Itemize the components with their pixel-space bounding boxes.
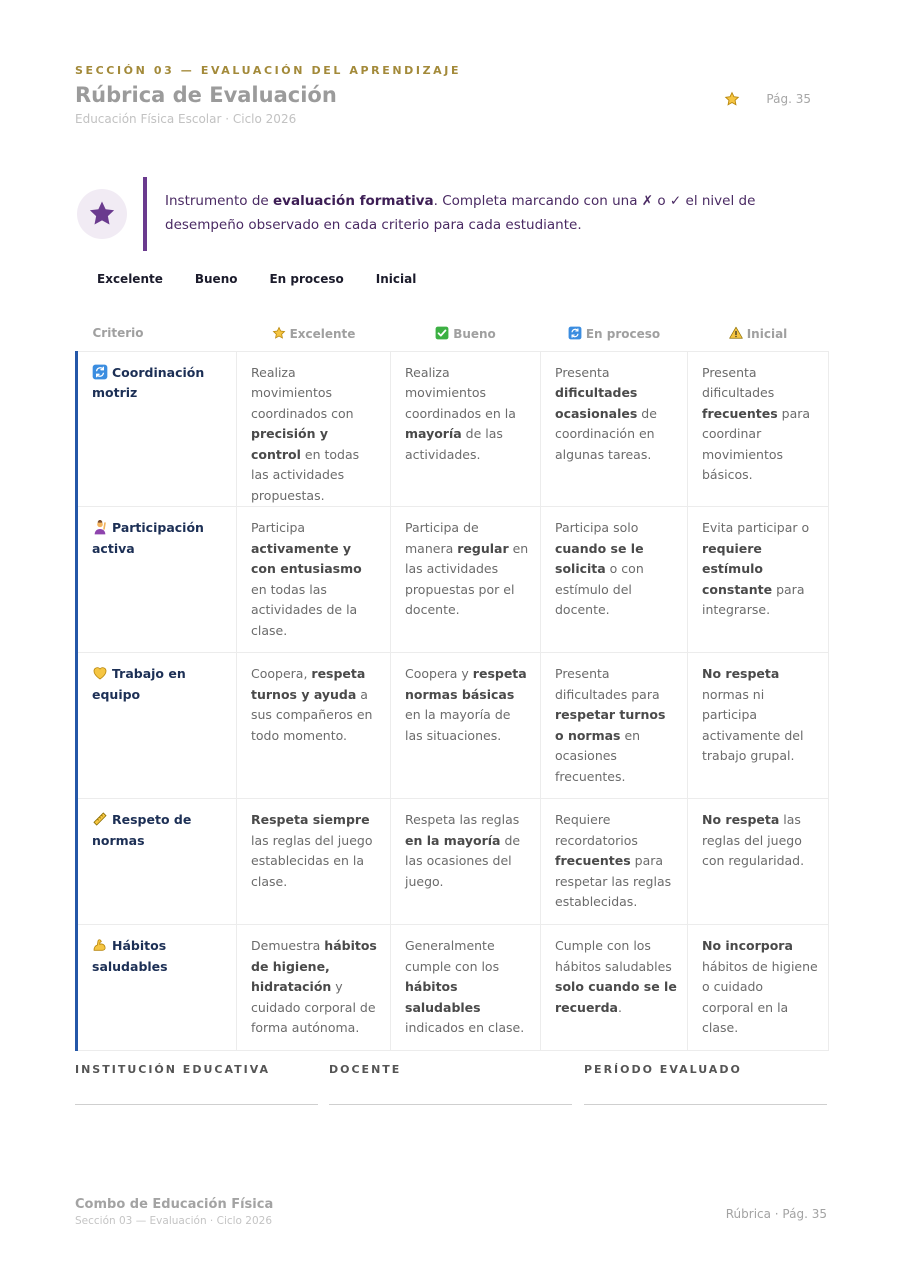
criterion-cell: Participación activa — [77, 507, 237, 653]
descriptor-cell: Cumple con los hábitos saludables solo cuando se le recuerda. — [541, 925, 688, 1051]
cycle-icon — [92, 364, 108, 380]
star-icon — [724, 91, 740, 107]
footer-page-ref: Rúbrica · Pág. 35 — [725, 1207, 827, 1221]
section-tag: SECCIÓN 03 — EVALUACIÓN DEL APRENDIZAJE — [75, 64, 462, 77]
level-header-inicial: Inicial — [688, 316, 829, 351]
level-header-bueno: Bueno — [391, 316, 541, 351]
criterion-header: Criterio — [92, 326, 144, 341]
header-meta — [724, 91, 811, 107]
page-title: Rúbrica de Evaluación — [75, 83, 337, 107]
level-header-en-proceso: En proceso — [541, 316, 688, 351]
rubric-table — [75, 316, 829, 1051]
descriptor-cell: Realiza movimientos coordinados con precisión y control en todas las actividades propuestas. — [237, 351, 391, 507]
warning-icon — [729, 326, 743, 340]
raised-hand-icon — [92, 519, 108, 535]
callout-emphasis: evaluación formativa — [273, 193, 434, 209]
legend-item-excelente: Excelente — [97, 272, 163, 286]
table-header-row — [77, 316, 829, 351]
signature-line — [584, 1104, 827, 1105]
ruler-icon — [92, 811, 108, 827]
signature-periodo — [584, 1063, 827, 1105]
descriptor-cell: No respeta las reglas del juego con regularidad. — [688, 799, 829, 925]
table-row — [77, 799, 829, 925]
descriptor-cell: No respeta normas ni participa activamente del trabajo grupal. — [688, 653, 829, 799]
descriptor-cell: Coopera y respeta normas básicas en la mayoría de las situaciones. — [391, 653, 541, 799]
descriptor-cell: Coopera, respeta turnos y ayuda a sus compañeros en todo momento. — [237, 653, 391, 799]
signature-label: PERÍODO EVALUADO — [584, 1063, 742, 1076]
table-row — [77, 507, 829, 653]
legend-item-bueno: Bueno — [194, 272, 238, 286]
legend-item-inicial: Inicial — [375, 272, 417, 286]
level-legend — [97, 272, 416, 286]
instructions-callout — [75, 177, 827, 251]
descriptor-cell: Respeta las reglas en la mayoría de las ocasiones del juego. — [391, 799, 541, 925]
descriptor-cell: Generalmente cumple con los hábitos saludables indicados en clase. — [391, 925, 541, 1051]
descriptor-cell: Presenta dificultades ocasionales de coordinación en algunas tareas. — [541, 351, 688, 507]
footer-subtitle: Sección 03 — Evaluación · Ciclo 2026 — [75, 1215, 273, 1227]
signature-docente — [329, 1063, 572, 1105]
star-icon — [87, 199, 117, 229]
legend-item-en-proceso: En proceso — [269, 272, 344, 286]
descriptor-cell: Realiza movimientos coordinados en la mayoría de las actividades. — [391, 351, 541, 507]
descriptor-cell: Requiere recordatorios frecuentes para respetar las reglas establecidas. — [541, 799, 688, 925]
signature-label: INSTITUCIÓN EDUCATIVA — [75, 1063, 270, 1076]
signature-institucion — [75, 1063, 318, 1105]
descriptor-cell: Presenta dificultades para respetar turnos o normas en ocasiones frecuentes. — [541, 653, 688, 799]
descriptor-cell: Participa activamente y con entusiasmo en todas las actividades de la clase. — [237, 507, 391, 653]
table-row — [77, 925, 829, 1051]
descriptor-cell: Demuestra hábitos de higiene, hidratación y cuidado corporal de forma autónoma. — [237, 925, 391, 1051]
signature-line — [329, 1104, 572, 1105]
page-number: Pág. 35 — [766, 92, 811, 106]
cycle-icon — [568, 326, 582, 340]
descriptor-cell: Evita participar o requiere estímulo constante para integrarse. — [688, 507, 829, 653]
criterion-cell: Coordinación motriz — [77, 351, 237, 507]
level-header-excelente: Excelente — [237, 316, 391, 351]
heart-icon — [92, 665, 108, 681]
check-icon — [435, 326, 449, 340]
descriptor-cell: Participa de manera regular en las actividades propuestas por el docente. — [391, 507, 541, 653]
table-row — [77, 653, 829, 799]
star-icon — [272, 326, 286, 340]
signature-label: DOCENTE — [329, 1063, 402, 1076]
signature-line — [75, 1104, 318, 1105]
criterion-cell: Trabajo en equipo — [77, 653, 237, 799]
page-header — [75, 64, 827, 126]
descriptor-cell: Respeta siempre las reglas del juego establecidas en la clase. — [237, 799, 391, 925]
page-subtitle: Educación Física Escolar · Ciclo 2026 — [75, 112, 297, 126]
criterion-cell: Hábitos saludables — [77, 925, 237, 1051]
criterion-cell: Respeto de normas — [77, 799, 237, 925]
footer-title: Combo de Educación Física — [75, 1197, 274, 1212]
callout-text: Instrumento de evaluación formativa. Completa marcando con una ✗ o ✓ el nivel de desempeño observado en cada criterio para cada estudiante. — [165, 193, 756, 233]
table-row — [77, 351, 829, 507]
descriptor-cell: Presenta dificultades frecuentes para coordinar movimientos básicos. — [688, 351, 829, 507]
flexed-arm-icon — [92, 937, 108, 953]
callout-icon-circle — [77, 189, 127, 239]
descriptor-cell: No incorpora hábitos de higiene o cuidado corporal en la clase. — [688, 925, 829, 1051]
page-footer — [75, 1197, 827, 1227]
callout-accent-bar — [143, 177, 147, 251]
descriptor-cell: Participa solo cuando se le solicita o con estímulo del docente. — [541, 507, 688, 653]
